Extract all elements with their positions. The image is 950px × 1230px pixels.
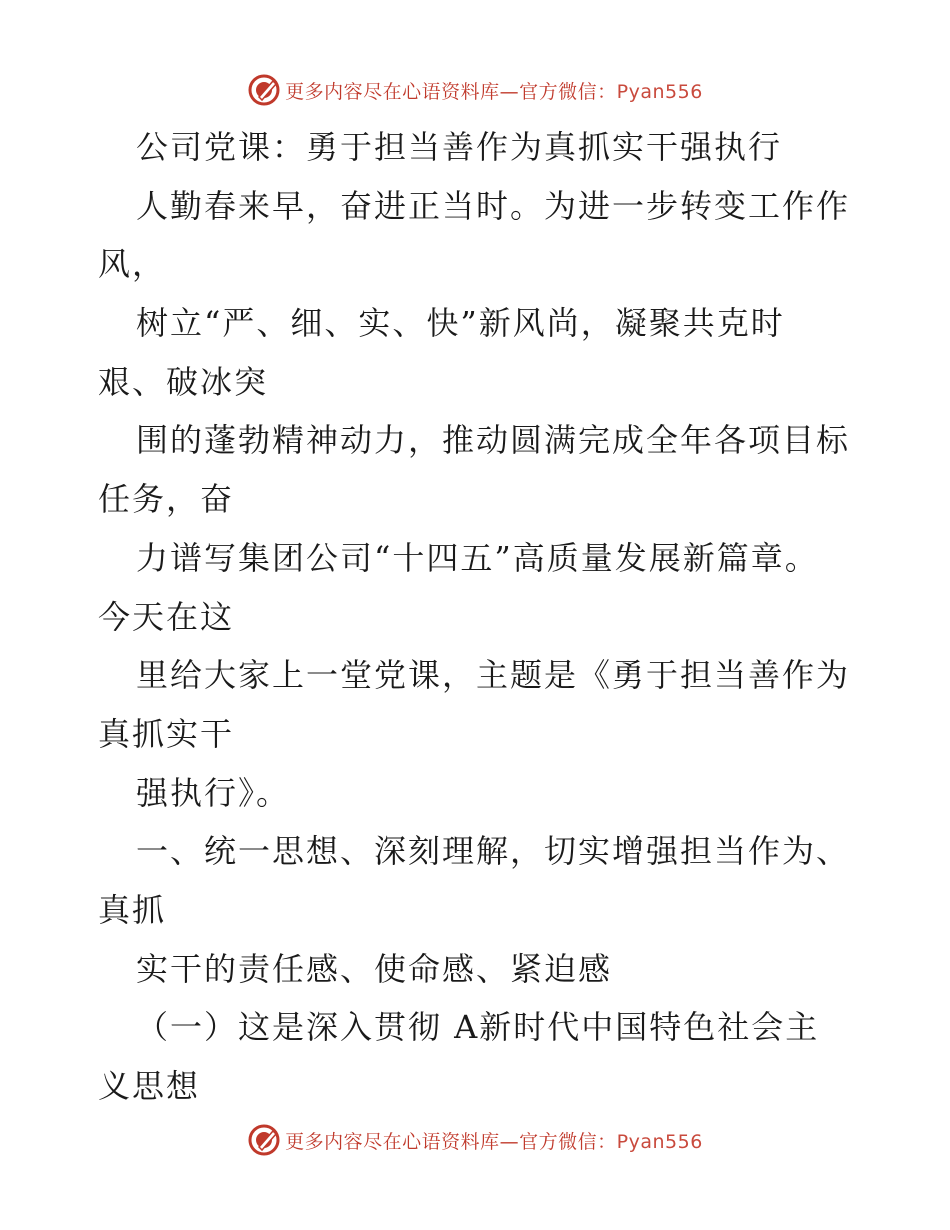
text-line: 围的蓬勃精神动力，推动圆满完成全年各项目标 — [136, 421, 851, 460]
text-line: 实干的责任感、使命感、紧迫感 — [136, 949, 613, 988]
header-watermark — [0, 70, 950, 110]
text-line: 里给大家上一堂党课，主题是《勇于担当善作为 — [136, 656, 851, 695]
text-line: 风， — [98, 245, 167, 284]
text-line: 艰、破冰突 — [98, 362, 269, 401]
watermark-text: 更多内容尽在心语资料库—官方微信：Pyan556 — [285, 80, 703, 103]
pen-logo-icon — [247, 1123, 281, 1157]
text-line: 真抓实干 — [98, 714, 235, 753]
pen-logo-icon — [247, 73, 281, 107]
text-line: 今天在这 — [98, 597, 235, 636]
document-body — [98, 118, 858, 1116]
text-line: 义思想 — [98, 1067, 201, 1105]
text-line: 力谱写集团公司“十四五”高质量发展新篇章。 — [136, 538, 819, 577]
text-line: 公司党课：勇于担当善作为真抓实干强执行 — [136, 128, 783, 166]
text-line: 人勤春来早，奋进正当时。为进一步转变工作作 — [136, 186, 851, 225]
watermark-text: 更多内容尽在心语资料库—官方微信：Pyan556 — [285, 1130, 703, 1153]
text-line: 一、统一思想、深刻理解，切实增强担当作为、 — [136, 832, 851, 871]
footer-watermark — [0, 1120, 950, 1160]
text-line: 真抓 — [98, 890, 167, 929]
text-line: 强执行》。 — [136, 773, 291, 812]
text-line: 树立“严、细、实、快”新风尚，凝聚共克时 — [136, 304, 785, 343]
text-line: （一）这是深入贯彻 A新时代中国特色社会主 — [136, 1008, 820, 1047]
text-line: 任务，奋 — [98, 480, 235, 519]
